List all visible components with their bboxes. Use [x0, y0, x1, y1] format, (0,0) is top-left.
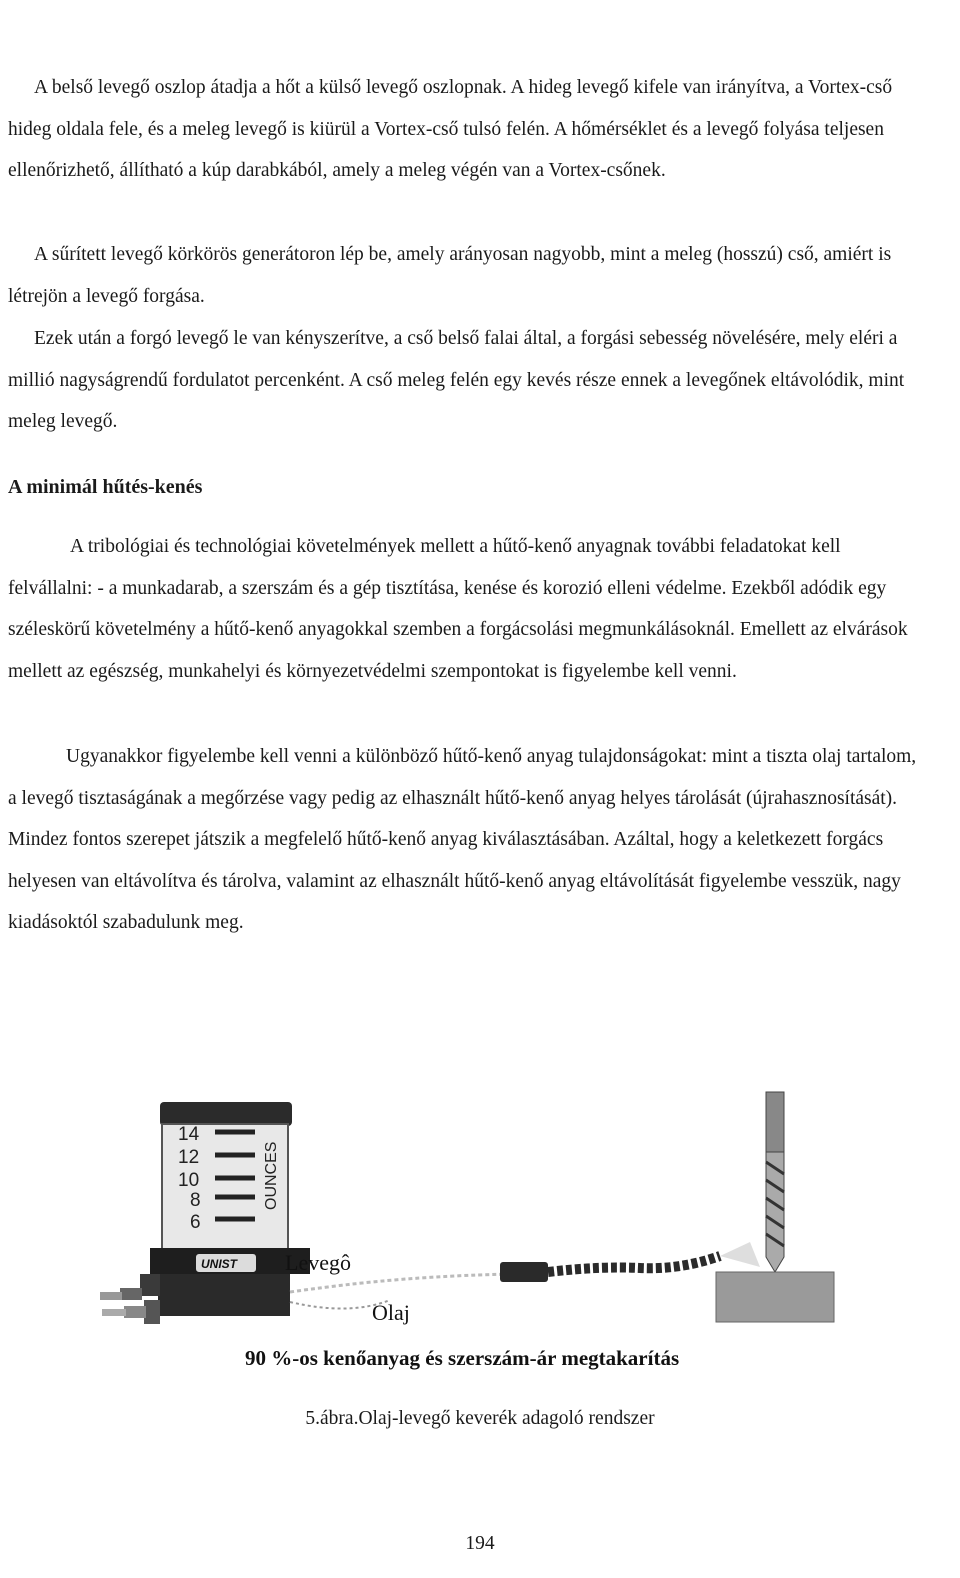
section-heading: A minimál hűtés-kenés [8, 476, 203, 498]
paragraph-properties: Ugyanakkor figyelembe kell venni a különböző hűtő-kenő anyag tulajdonságokat: mint a tiszta olaj tartalom, a levegő tisztaságának a megőrzése vagy pedig az elhasznált hűtő-kenő anyag helyes tárolását (újrahasznosítását). Mindez fontos szerepet játszik a megfelelő hűtő-kenő anyag kiválasztásában. Azáltal, hogy a keletkezett forgács helyesen van eltávolítva és tárolva, valamint az elhasznált hűtő-kenő anyag eltávolítását figyelembe vesszük, nagy kiadásoktól szabadulunk meg. [8, 746, 917, 933]
page-number: 194 [465, 1533, 495, 1554]
drill-bit [766, 1092, 784, 1272]
paragraph-vortex-2: A sűrített levegő körkörös generátoron lép be, amely arányosan nagyobb, mint a meleg (hosszú) cső, amiért is létrejön a levegő forgása. [8, 244, 892, 307]
segmented-hose [548, 1256, 720, 1272]
scale-label: 12 [178, 1147, 200, 1168]
scale-label: 10 [178, 1170, 200, 1191]
nozzle-coupling [500, 1262, 548, 1282]
scale-label: 8 [190, 1190, 201, 1211]
figure-caption: 5.ábra.Olaj-levegő keverék adagoló rendszer [305, 1408, 655, 1429]
air-line [290, 1274, 530, 1292]
brand-logo: UNIST [201, 1257, 237, 1271]
oil-reservoir [160, 1102, 292, 1254]
paragraph-tribology: A tribológiai és technológiai követelmények mellett a hűtő-kenő anyagnak további feladatokat kell felvállalni: - a munkadarab, a szerszám és a gép tisztítása, kenése és korozió elleni védelme. Ezekből adódik egy széleskörű követelmény a hűtő-kenő anyagokkal szemben a forgácsolási megmunkálásoknál. Emellett az elvárások mellett az egészség, munkahelyi és környezetvédelmi szempontokat is figyelembe kell venni. [8, 536, 908, 682]
paragraph-vortex-1: A belső levegő oszlop átadja a hőt a külső levegő oszlopnak. A hideg levegő kifele van irányítva, a Vortex-cső hideg oldala fele, és a meleg levegő is kiürül a Vortex-cső tulsó felén. A hőmérséklet és a levegő folyása teljesen ellenőrizhető, állítható a kúp darabkából, amely a meleg végén van a Vortex-csőnek. [8, 77, 893, 181]
mql-system-figure [60, 1082, 840, 1382]
spray-mist [720, 1242, 760, 1267]
scale-unit-label: OUNCES [263, 1141, 280, 1210]
scale-label: 6 [190, 1212, 201, 1233]
figure-slogan: 90 %-os kenőanyag és szerszám-ár megtakarítás [245, 1346, 680, 1370]
paragraph-vortex-3: Ezek után a forgó levegő le van kényszerítve, a cső belső falai által, a forgási sebesség növelésére, mely eléri a millió nagyságrendű fordulatot percenként. A cső meleg felén egy kevés része ennek a levegőnek eltávolódik, mint meleg levegő. [8, 328, 905, 432]
workpiece [716, 1272, 834, 1322]
label-oil: Olaj [372, 1300, 410, 1325]
pump-unit [100, 1248, 310, 1324]
scale-label: 14 [178, 1124, 200, 1145]
label-air: Levegô [285, 1250, 351, 1275]
